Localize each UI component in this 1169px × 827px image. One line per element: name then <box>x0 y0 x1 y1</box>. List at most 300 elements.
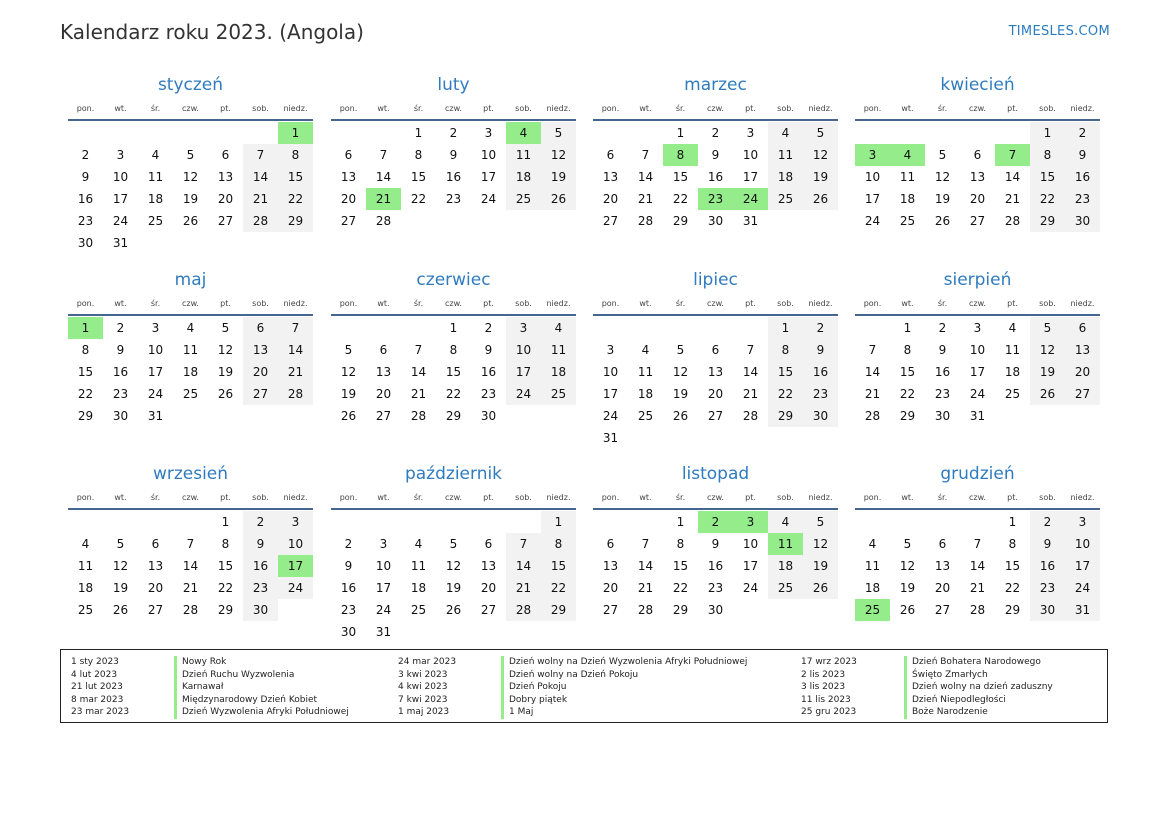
empty-cell <box>1030 405 1065 427</box>
holiday-date: 4 lut 2023 <box>71 669 118 680</box>
day-cell: 27 <box>969 214 986 228</box>
day-cell: 10 <box>864 170 881 184</box>
day-cell: 1 <box>278 122 313 144</box>
day-cell: 17 <box>506 361 541 383</box>
weekday-label: śr. <box>675 299 686 308</box>
day-cell: 24 <box>375 603 392 617</box>
site-link[interactable]: TIMESLES.COM <box>1008 24 1110 39</box>
month-5 <box>68 265 313 427</box>
weekday-label: pt. <box>1007 299 1018 308</box>
day-cell: 11 <box>637 365 654 379</box>
day-cell: 8 <box>414 148 423 162</box>
holiday-name: Boże Narodzenie <box>904 706 988 719</box>
weekday-header <box>331 100 576 118</box>
weekday-label: pt. <box>745 299 756 308</box>
day-cell: 2 <box>938 321 947 335</box>
empty-cell <box>803 427 838 449</box>
holiday-row <box>398 656 747 669</box>
header-divider <box>331 508 576 510</box>
holiday-name: Dzień Bohatera Narodowego <box>904 656 1041 669</box>
day-cell: 11 <box>768 144 803 166</box>
day-cell: 13 <box>707 365 724 379</box>
day-cell: 31 <box>602 431 619 445</box>
day-cell: 7 <box>414 343 423 357</box>
weekday-label: czw. <box>707 493 724 502</box>
day-cell: 19 <box>182 192 199 206</box>
day-cell: 11 <box>899 170 916 184</box>
day-cell: 14 <box>243 166 278 188</box>
day-cell: 2 <box>803 317 838 339</box>
day-cell: 3 <box>116 148 125 162</box>
day-cell: 28 <box>637 214 654 228</box>
weekday-label: niedz. <box>808 299 833 308</box>
day-cell: 12 <box>445 559 462 573</box>
month-name: lipiec <box>693 270 738 290</box>
holiday-date: 8 mar 2023 <box>71 694 124 705</box>
holiday-name: Dzień wolny na Dzień Wyzwolenia Afryki Południowej <box>501 656 747 669</box>
day-cell: 29 <box>768 405 803 427</box>
day-cell: 14 <box>637 559 654 573</box>
empty-cell <box>401 621 436 643</box>
day-cell: 18 <box>637 387 654 401</box>
empty-cell <box>733 599 768 621</box>
empty-cell <box>628 427 663 449</box>
day-cell: 24 <box>969 387 986 401</box>
week-row <box>331 577 576 599</box>
month-name: listopad <box>681 464 750 484</box>
empty-cell <box>103 511 138 533</box>
day-cell: 21 <box>410 387 427 401</box>
day-cell: 5 <box>344 343 353 357</box>
day-cell: 20 <box>480 581 497 595</box>
week-row <box>68 232 313 254</box>
day-cell: 12 <box>934 170 951 184</box>
holiday-date: 1 sty 2023 <box>71 657 119 667</box>
empty-cell <box>173 122 208 144</box>
weekday-label: śr. <box>413 104 424 113</box>
empty-cell <box>541 621 576 643</box>
weekday-label: wt. <box>901 104 914 113</box>
day-cell: 29 <box>77 409 94 423</box>
month-name: wrzesień <box>152 464 229 484</box>
day-cell: 4 <box>641 343 650 357</box>
holiday-name: Dzień Ruchu Wyzwolenia <box>174 669 294 682</box>
day-cell: 25 <box>506 188 541 210</box>
day-cell: 5 <box>541 122 576 144</box>
month-6 <box>331 265 576 427</box>
week-row <box>593 577 838 599</box>
page-title: Kalendarz roku 2023. (Angola) <box>60 20 364 44</box>
holiday-date: 2 lis 2023 <box>801 669 846 680</box>
day-cell: 19 <box>803 555 838 577</box>
week-row <box>68 144 313 166</box>
day-cell: 17 <box>742 170 759 184</box>
weekday-label: czw. <box>182 493 199 502</box>
weekday-label: śr. <box>675 104 686 113</box>
day-cell: 14 <box>864 365 881 379</box>
holiday-name: Dzień Pokoju <box>501 681 566 694</box>
day-cell: 18 <box>541 361 576 383</box>
week-row <box>68 122 313 144</box>
day-cell: 26 <box>340 409 357 423</box>
week-row <box>68 577 313 599</box>
day-cell: 8 <box>449 343 458 357</box>
empty-cell <box>1065 405 1100 427</box>
week-row <box>593 210 838 232</box>
day-cell: 23 <box>340 603 357 617</box>
weekday-header <box>68 295 313 313</box>
day-cell: 26 <box>672 409 689 423</box>
day-cell: 10 <box>506 339 541 361</box>
day-cell: 8 <box>903 343 912 357</box>
holiday-name: Dobry piątek <box>501 694 567 707</box>
month-7 <box>593 265 838 449</box>
weekday-label: niedz. <box>546 299 571 308</box>
empty-cell <box>278 232 313 254</box>
empty-cell <box>471 621 506 643</box>
month-9 <box>68 459 313 621</box>
weekday-header <box>331 295 576 313</box>
day-cell: 23 <box>934 387 951 401</box>
day-cell: 20 <box>375 387 392 401</box>
weekday-header <box>331 489 576 507</box>
day-cell: 11 <box>410 559 427 573</box>
month-name: kwiecień <box>940 75 1015 95</box>
day-cell: 12 <box>182 170 199 184</box>
empty-cell <box>506 405 541 427</box>
empty-cell <box>138 122 173 144</box>
day-cell: 16 <box>707 170 724 184</box>
day-cell: 5 <box>903 537 912 551</box>
day-cell: 24 <box>733 188 768 210</box>
day-cell: 25 <box>899 214 916 228</box>
day-cell: 10 <box>1065 533 1100 555</box>
month-name: październik <box>404 464 503 484</box>
day-cell: 21 <box>637 192 654 206</box>
day-cell: 10 <box>602 365 619 379</box>
weekday-label: pt. <box>745 104 756 113</box>
day-cell: 18 <box>506 166 541 188</box>
day-cell: 21 <box>506 577 541 599</box>
weekday-label: sob. <box>515 299 532 308</box>
weekday-label: sob. <box>777 299 794 308</box>
weekday-label: wt. <box>377 493 390 502</box>
day-cell: 15 <box>278 166 313 188</box>
empty-cell <box>890 511 925 533</box>
day-cell: 16 <box>112 365 129 379</box>
day-cell: 16 <box>243 555 278 577</box>
day-cell: 2 <box>81 148 90 162</box>
empty-cell <box>855 317 890 339</box>
weekday-label: pon. <box>601 493 620 502</box>
day-cell: 4 <box>186 321 195 335</box>
day-cell: 10 <box>480 148 497 162</box>
week-row <box>593 511 838 533</box>
empty-cell <box>733 317 768 339</box>
empty-cell <box>593 511 628 533</box>
empty-cell <box>803 599 838 621</box>
empty-cell <box>366 511 401 533</box>
holiday-row <box>801 656 1053 669</box>
empty-cell <box>208 232 243 254</box>
day-cell: 19 <box>672 387 689 401</box>
holiday-name: Dzień wolny na dzień zaduszny <box>904 681 1053 694</box>
day-cell: 14 <box>637 170 654 184</box>
day-cell: 27 <box>340 214 357 228</box>
empty-cell <box>436 621 471 643</box>
week-row <box>593 427 838 449</box>
day-cell: 15 <box>672 559 689 573</box>
day-cell: 18 <box>182 365 199 379</box>
day-cell: 24 <box>278 577 313 599</box>
week-row <box>855 122 1100 144</box>
week-row <box>855 361 1100 383</box>
weekday-label: pt. <box>483 104 494 113</box>
week-row <box>331 210 576 232</box>
day-cell: 6 <box>1065 317 1100 339</box>
day-cell: 29 <box>899 409 916 423</box>
holiday-name: 1 Maj <box>501 706 533 719</box>
empty-cell <box>243 405 278 427</box>
empty-cell <box>138 511 173 533</box>
day-cell: 5 <box>116 537 125 551</box>
day-cell: 5 <box>676 343 685 357</box>
day-cell: 23 <box>112 387 129 401</box>
weekday-label: pon. <box>76 493 95 502</box>
weekday-label: pt. <box>483 493 494 502</box>
day-cell: 7 <box>973 537 982 551</box>
month-1 <box>68 70 313 254</box>
holiday-column <box>71 656 349 719</box>
weekday-label: śr. <box>937 104 948 113</box>
day-cell: 30 <box>243 599 278 621</box>
day-cell: 30 <box>77 236 94 250</box>
day-cell: 23 <box>1065 188 1100 210</box>
week-row <box>855 383 1100 405</box>
day-cell: 31 <box>1065 599 1100 621</box>
day-cell: 6 <box>151 537 160 551</box>
day-cell: 2 <box>116 321 125 335</box>
empty-cell <box>628 511 663 533</box>
week-row <box>593 339 838 361</box>
holiday-row <box>801 681 1053 694</box>
holiday-date: 23 mar 2023 <box>71 707 130 718</box>
day-cell: 8 <box>676 537 685 551</box>
day-cell: 27 <box>707 409 724 423</box>
day-cell: 17 <box>147 365 164 379</box>
day-cell: 4 <box>151 148 160 162</box>
empty-cell <box>803 210 838 232</box>
weekday-label: niedz. <box>1070 493 1095 502</box>
holiday-row <box>801 694 1053 707</box>
day-cell: 28 <box>243 210 278 232</box>
day-cell: 4 <box>414 537 423 551</box>
holiday-row <box>398 694 747 707</box>
day-cell: 6 <box>938 537 947 551</box>
empty-cell <box>541 405 576 427</box>
day-cell: 21 <box>637 581 654 595</box>
day-cell: 20 <box>217 192 234 206</box>
week-row <box>593 188 838 210</box>
holiday-date: 3 lis 2023 <box>801 682 846 693</box>
month-name: czerwiec <box>416 270 491 290</box>
holiday-list <box>60 649 1108 723</box>
empty-cell <box>471 511 506 533</box>
week-row <box>855 188 1100 210</box>
day-cell: 21 <box>742 387 759 401</box>
holiday-row <box>71 694 349 707</box>
day-cell: 25 <box>855 599 890 621</box>
empty-cell <box>401 317 436 339</box>
day-cell: 10 <box>147 343 164 357</box>
day-cell: 22 <box>278 188 313 210</box>
day-cell: 23 <box>480 387 497 401</box>
month-3 <box>593 70 838 232</box>
day-cell: 22 <box>77 387 94 401</box>
month-name: grudzień <box>940 464 1015 484</box>
empty-cell <box>663 317 698 339</box>
weekday-label: pon. <box>863 299 882 308</box>
day-cell: 24 <box>602 409 619 423</box>
day-cell: 27 <box>602 214 619 228</box>
week-row <box>855 599 1100 621</box>
holiday-date: 17 wrz 2023 <box>801 657 857 667</box>
day-cell: 18 <box>768 555 803 577</box>
week-row <box>68 166 313 188</box>
holiday-name: Święto Zmarłych <box>904 669 988 682</box>
day-cell: 17 <box>742 559 759 573</box>
empty-cell <box>593 122 628 144</box>
day-cell: 22 <box>410 192 427 206</box>
month-name: sierpień <box>943 270 1012 290</box>
day-cell: 17 <box>480 170 497 184</box>
week-row <box>331 361 576 383</box>
weekday-label: czw. <box>969 299 986 308</box>
day-cell: 26 <box>1030 383 1065 405</box>
day-cell: 15 <box>1030 166 1065 188</box>
day-cell: 31 <box>375 625 392 639</box>
day-cell: 9 <box>449 148 458 162</box>
empty-cell <box>173 232 208 254</box>
day-cell: 10 <box>969 343 986 357</box>
header-divider <box>855 119 1100 121</box>
day-cell: 22 <box>1030 188 1065 210</box>
day-cell: 17 <box>112 192 129 206</box>
day-cell: 9 <box>1030 533 1065 555</box>
day-cell: 20 <box>340 192 357 206</box>
week-row <box>593 383 838 405</box>
empty-cell <box>401 210 436 232</box>
day-cell: 19 <box>1030 361 1065 383</box>
day-cell: 9 <box>81 170 90 184</box>
day-cell: 7 <box>641 537 650 551</box>
day-cell: 16 <box>803 361 838 383</box>
week-row <box>855 317 1100 339</box>
weekday-label: czw. <box>445 299 462 308</box>
empty-cell <box>366 317 401 339</box>
day-cell: 1 <box>68 317 103 339</box>
weekday-label: pt. <box>1007 104 1018 113</box>
holiday-row <box>398 681 747 694</box>
weekday-label: pt. <box>220 493 231 502</box>
day-cell: 17 <box>1065 555 1100 577</box>
empty-cell <box>243 232 278 254</box>
week-row <box>68 210 313 232</box>
header-divider <box>331 119 576 121</box>
empty-cell <box>890 122 925 144</box>
day-cell: 20 <box>934 581 951 595</box>
holiday-name: Dzień Niepodległości <box>904 694 1006 707</box>
holiday-date: 4 kwi 2023 <box>398 682 448 693</box>
weekday-label: pt. <box>220 104 231 113</box>
weekday-label: niedz. <box>808 104 833 113</box>
day-cell: 23 <box>445 192 462 206</box>
header-divider <box>593 508 838 510</box>
day-cell: 6 <box>484 537 493 551</box>
holiday-row <box>801 706 1053 719</box>
day-cell: 6 <box>973 148 982 162</box>
day-cell: 10 <box>278 533 313 555</box>
day-cell: 30 <box>1065 210 1100 232</box>
holiday-date: 3 kwi 2023 <box>398 669 448 680</box>
day-cell: 10 <box>742 537 759 551</box>
day-cell: 10 <box>742 148 759 162</box>
day-cell: 9 <box>803 339 838 361</box>
day-cell: 5 <box>803 511 838 533</box>
day-cell: 24 <box>506 383 541 405</box>
weekday-label: wt. <box>377 299 390 308</box>
day-cell: 17 <box>278 555 313 577</box>
day-cell: 14 <box>182 559 199 573</box>
day-cell: 15 <box>445 365 462 379</box>
weekday-label: pon. <box>339 299 358 308</box>
weekday-label: czw. <box>707 104 724 113</box>
week-row <box>68 405 313 427</box>
day-cell: 25 <box>410 603 427 617</box>
day-cell: 21 <box>366 188 401 210</box>
week-row <box>331 317 576 339</box>
month-name: marzec <box>684 75 747 95</box>
day-cell: 17 <box>864 192 881 206</box>
weekday-label: sob. <box>252 299 269 308</box>
empty-cell <box>243 122 278 144</box>
day-cell: 9 <box>711 537 720 551</box>
day-cell: 16 <box>934 365 951 379</box>
day-cell: 8 <box>1008 537 1017 551</box>
weekday-label: pt. <box>483 299 494 308</box>
empty-cell <box>768 427 803 449</box>
empty-cell <box>366 122 401 144</box>
weekday-label: czw. <box>445 104 462 113</box>
day-cell: 22 <box>672 581 689 595</box>
weekday-label: niedz. <box>283 493 308 502</box>
day-cell: 1 <box>449 321 458 335</box>
day-cell: 1 <box>1008 515 1017 529</box>
holiday-row <box>71 706 349 719</box>
day-cell: 7 <box>379 148 388 162</box>
day-cell: 12 <box>1030 339 1065 361</box>
day-cell: 15 <box>768 361 803 383</box>
day-cell: 24 <box>864 214 881 228</box>
weekday-label: pon. <box>339 493 358 502</box>
week-row <box>68 599 313 621</box>
empty-cell <box>733 427 768 449</box>
day-cell: 27 <box>602 603 619 617</box>
day-cell: 30 <box>707 603 724 617</box>
day-cell: 19 <box>445 581 462 595</box>
month-4 <box>855 70 1100 232</box>
day-cell: 3 <box>606 343 615 357</box>
